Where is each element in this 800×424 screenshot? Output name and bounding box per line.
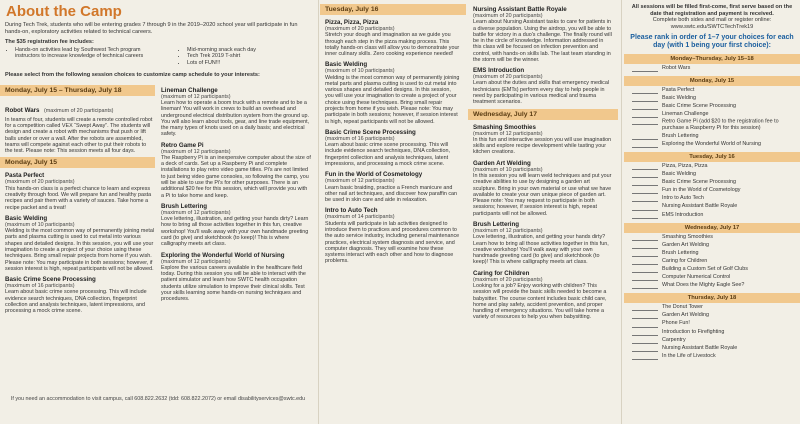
day-bar-tue: Tuesday, July 16 — [320, 4, 466, 15]
session-item — [325, 129, 461, 167]
session-capacity: (maximum of 12 participants) — [473, 130, 543, 137]
rank-item-label: Caring for Children — [662, 257, 708, 264]
rank-row[interactable] — [624, 319, 800, 327]
session-description: Welding is the most common way of permanently joining metal parts and plasma cutting is used to cut metal into various shapes and detailed designs. In this session, you will use your imagination to create a project of your choice using these techniques. Bring small repair projects from home if you wish. Please note: You may participate in both sessions; however, if session interest is high, repeat participants will not be allowed. — [325, 74, 460, 125]
tuesday-continued — [468, 6, 618, 106]
day-bar-mon: Monday, July 15 — [0, 157, 155, 168]
session-capacity: (maximum of 20 participants) — [5, 179, 75, 186]
rank-row[interactable] — [624, 140, 800, 148]
rank-item-label: Garden Art Welding — [662, 312, 709, 319]
rank-item-label: Garden Art Welding — [662, 241, 709, 248]
session-description: Looking for a job? Enjoy working with children? This session will provide the basic skills needed to become a babysitter. The course content includes basic child care, home and play safety, accident prevention, and proper handling of emergency situations. You will take home a variety of resources to help you when babysitting. — [473, 282, 607, 321]
session-description: Learn about Nursing Assistant tasks to care for patients in a diverse population. Using the airdrop, you will be able to battle for victory in a duo's challenge. The finally round will be in the circle of knowledge. Information addressed in this class will be focused on infection prevention and control, with hands-on skills lab. The last team standing in the storm will be the winner. — [473, 19, 612, 63]
session-description: In this fun and interactive session you will use imagination skills and explore recipe development while tasting your kitchen creations. — [473, 136, 612, 156]
session-title: Smashing Smoothies — [473, 123, 536, 131]
rank-item-label: Fun in the World of Cosmetology — [662, 187, 741, 194]
session-description: Learn about basic crime scene processing. This will include evidence search techniques, DNA collection, fingerprint collection and analysis techniques, latent impressions, and processing a mock crime scene. — [325, 142, 450, 168]
rank-group-label: Monday–Thursday, July 15–18 — [624, 54, 800, 64]
rank-row[interactable] — [624, 328, 800, 336]
session-title: Retro Game Pi — [161, 141, 204, 149]
session-title: Nursing Assistant Battle Royale — [473, 6, 567, 13]
about-intro: During Tech Trek, students who will be entering grades 7 through 9 in the 2019–2020 school year will participate in fun hands-on, exploratory activities related to technical careers. — [5, 22, 298, 35]
register-online-notice: Complete both sides and mail or register online: www.swtc.edu/SWTCTechTrek19 — [652, 17, 772, 30]
session-item — [161, 87, 311, 138]
rank-row[interactable] — [624, 303, 800, 311]
session-capacity: (maximum of 20 participants) — [473, 13, 543, 19]
rank-blank[interactable] — [632, 65, 658, 72]
session-description: Explore the various careers available in the healthcare field today. During this session you will be able to interact with the patient simulator and learn how SWTC health occupation students utilize simulation to improve their clinical skills. Test your skills learning some hands-on nursing techniques and procedures. — [161, 264, 306, 303]
rank-group-label: Monday, July 15 — [624, 76, 800, 86]
rank-item-label: Basic Welding — [662, 171, 697, 178]
rank-item-label: Brush Lettering — [662, 132, 699, 139]
rank-item-label: Introduction to Firefighting — [662, 328, 725, 335]
fee-item: • Tech Trek 2019 T-shirt — [187, 53, 256, 59]
rank-item-label: Carpentry — [662, 336, 686, 343]
session-description: The Raspberry Pi is an inexpensive computer about the size of a deck of cards. Set up a Raspberry Pi and complete installations to play retro video game titles. Pi's are not limited to just being video game consoles, so following the camp, you will be able to use the Pi's for other purposes. There is an additional $20 fee for this session, which will provide you with a Pi to take home and keep. — [161, 154, 311, 199]
session-description: In teams of four, students will create a remote controlled robot for a competition called VEX “Swept Away”. The students will design and create a robot with mechanisms that push or lift balls under or over a wall. After the robots are assembled, teams will compete against each other to put their robots to the test. Please note: This session meets all four days. — [5, 116, 153, 155]
rank-item-label: Nursing Assistant Battle Royale — [662, 344, 738, 351]
session-item — [473, 270, 613, 321]
rank-item-label: Basic Crime Scene Processing — [662, 179, 737, 186]
rank-group-label: Wednesday, July 17 — [624, 223, 800, 233]
accommodation-footer: If you need an accommodation to visit campus, call 608.822.2632 (tdd: 608.822.2072) or email disabilityservices@swtc.edu — [10, 396, 306, 402]
rank-row[interactable] — [624, 102, 800, 110]
rank-group — [624, 223, 800, 290]
session-description: Learn how to operate a boom truck with a remote and to be a lineman! You will work in crews to build an overhead and underground electrical distribution system from the ground up. You will also learn about tools, gear, and line trade equipment, the many types of knots used on a daily basis; and electrical safety. — [161, 99, 310, 138]
session-title: EMS Introduction — [473, 67, 525, 75]
ranking-column — [624, 0, 800, 424]
rank-item-label: What Does the Mighty Eagle See? — [662, 282, 745, 289]
rank-blank[interactable] — [632, 266, 658, 273]
session-capacity: (maximum of 16 participants) — [325, 135, 395, 142]
session-title: Exploring the Wonderful World of Nursing — [161, 251, 285, 259]
session-description: Love lettering, illustration, and getting your hands dirty? Learn how to bring all those activities together in this fun, creative workshop! You'll walk away with your own handmade greeting card (to give) and sketchbook (to keep)! This is where calligraphy meets art class. — [161, 216, 309, 248]
rank-row[interactable] — [624, 352, 800, 360]
subcol-left — [5, 82, 155, 315]
rank-blank[interactable] — [632, 282, 658, 289]
session-capacity: (maximum of 12 participants) — [325, 178, 395, 185]
rank-blank[interactable] — [632, 242, 658, 249]
rank-item-label: Lineman Challenge — [662, 111, 709, 118]
tuesday-sessions — [320, 19, 466, 265]
rank-row[interactable] — [624, 311, 800, 319]
rank-blank[interactable] — [632, 133, 658, 140]
session-capacity: (maximum of 12 participants) — [161, 93, 231, 100]
session-description: Students will participate in lab activities designed to introduce them to practices and procedures common to the auto service industry, including general maintenance practices, electrical system diagnosis and service, and computer diagnosis. They will examine how these systems interact with each other and how to diagnose problems. — [325, 220, 460, 265]
session-item — [161, 142, 311, 199]
rank-blank[interactable] — [632, 250, 658, 257]
fee-item: • Hands-on activities lead by Southwest Tech program instructors to increase knowledge of technical careers — [15, 47, 165, 60]
rank-blank[interactable] — [632, 304, 658, 311]
tuesday-column — [320, 0, 466, 424]
rank-blank[interactable] — [632, 171, 658, 178]
column-divider — [318, 0, 319, 424]
rank-blank[interactable] — [632, 312, 658, 319]
rank-blank[interactable] — [632, 118, 658, 125]
column-divider — [621, 0, 622, 424]
rank-blank[interactable] — [632, 95, 658, 102]
session-capacity: (maximum of 14 participants) — [325, 214, 395, 221]
rank-group — [624, 152, 800, 219]
session-item — [325, 61, 461, 125]
session-capacity: (maximum of 12 participants) — [473, 228, 543, 235]
rank-blank[interactable] — [632, 345, 658, 352]
session-title: Basic Welding — [5, 214, 48, 222]
session-robot-wars — [5, 99, 155, 155]
session-description: Learn basic braiding, practice a French manicure and other nail art techniques, and discover how paraffin can be used in skin care and aide in relaxation. — [325, 184, 458, 204]
rank-row[interactable] — [624, 249, 800, 257]
session-capacity: (maximum of 12 participants) — [161, 148, 231, 155]
rank-blank[interactable] — [632, 111, 658, 118]
rank-row[interactable] — [624, 233, 800, 241]
session-description: This hands-on class is a perfect chance to learn and express creativity through food. We will prepare fun and healthy pasta recipes and pair them with a variety of sauces. Take home a recipe packet and a treat! — [5, 185, 152, 211]
rank-row[interactable] — [624, 110, 800, 118]
rank-row[interactable] — [624, 178, 800, 186]
session-title: Intro to Auto Tech — [325, 207, 378, 215]
rank-blank[interactable] — [632, 353, 658, 360]
session-item — [473, 67, 613, 105]
rank-item-label: Nursing Assistant Battle Royale — [662, 203, 738, 210]
session-title: Caring for Children — [473, 269, 530, 277]
rank-item-label: Computer Numerical Control — [662, 274, 731, 281]
session-capacity: (maximum of 20 participants) — [473, 74, 543, 81]
session-title: Robot Wars — [5, 106, 40, 114]
rank-item-label: Building a Custom Set of Golf Clubs — [662, 265, 748, 272]
rank-item-label: Exploring the Wonderful World of Nursing — [662, 140, 761, 147]
rank-item-label: Retro Game Pi (add $20 to the registration fee to purchase a Raspberry Pi for this session) — [662, 119, 779, 132]
session-title: Basic Crime Scene Processing — [325, 128, 416, 136]
rank-row[interactable] — [624, 162, 800, 170]
rank-row[interactable] — [624, 64, 800, 72]
rank-group-label: Thursday, July 18 — [624, 293, 800, 303]
rank-row[interactable] — [624, 344, 800, 352]
rank-row[interactable] — [624, 86, 800, 94]
session-description: Learn about the duties and skills that emergency medical technicians (EMTs) perform every day to help people in need by participating in various medical and trauma treatment scenarios. — [473, 80, 610, 106]
about-column — [0, 0, 316, 424]
session-capacity: (maximum of 10 participants) — [473, 166, 543, 173]
rank-row[interactable] — [624, 186, 800, 194]
rank-row[interactable] — [624, 281, 800, 289]
rank-blank[interactable] — [632, 163, 658, 170]
rank-group — [624, 54, 800, 72]
rank-item-label: Intro to Auto Tech — [662, 195, 704, 202]
rank-blank[interactable] — [632, 274, 658, 281]
session-item — [473, 6, 613, 63]
rank-item-label: Brush Lettering — [662, 249, 699, 256]
session-title: Fun in the World of Cosmetology — [325, 171, 423, 179]
day-bar-wed: Wednesday, July 17 — [468, 109, 618, 120]
session-capacity: (maximum of 20 participants) — [43, 107, 114, 114]
rank-row[interactable] — [624, 202, 800, 210]
rank-row[interactable] — [624, 336, 800, 344]
rank-blank[interactable] — [632, 87, 658, 94]
first-come-notice: All sessions will be filled first-come, first serve based on the date that registration and payment is received. — [631, 4, 793, 17]
rank-row[interactable] — [624, 241, 800, 249]
rank-row[interactable] — [624, 94, 800, 102]
rank-blank[interactable] — [632, 141, 658, 148]
session-capacity: (maximum of 12 participants) — [161, 258, 231, 265]
rank-item-label: Smashing Smoothies — [662, 233, 713, 240]
session-title: Pasta Perfect — [5, 172, 45, 180]
rank-group-label: Tuesday, July 16 — [624, 152, 800, 162]
rank-blank[interactable] — [632, 321, 658, 328]
fee-item: • Mid-morning snack each day — [187, 47, 256, 53]
session-title: Basic Welding — [325, 61, 368, 69]
select-instructions: Please select from the following session choices to customize camp schedule to your interests: — [5, 72, 260, 78]
rank-item-label: Phone Fun! — [662, 320, 690, 327]
session-title: Lineman Challenge — [161, 86, 218, 94]
session-title: Garden Art Welding — [473, 159, 531, 167]
rank-instructions: Please rank in order of 1–7 your choices for each day (with 1 being your first choice): — [630, 34, 794, 49]
rank-row[interactable] — [624, 194, 800, 202]
session-item — [473, 160, 613, 217]
session-item — [5, 215, 155, 272]
fee-heading: The $35 registration fee includes: — [5, 39, 94, 46]
session-title: Basic Crime Scene Processing — [5, 276, 96, 284]
session-description: Stretch your dough and imagination as we guide you through each step in the pizza making process. This totally hands-on class will allow you to demonstrate your inner culinary skills. Zero cooking experience needed! — [325, 32, 460, 58]
rank-item-label: Pizza, Pizza, Pizza — [662, 162, 708, 169]
rank-item-label: In the Life of Livestock — [662, 352, 716, 359]
rank-row[interactable] — [624, 118, 800, 131]
session-capacity: (maximum of 16 participants) — [5, 283, 75, 290]
rank-row[interactable] — [624, 170, 800, 178]
session-item — [5, 172, 155, 210]
session-title: Brush Lettering — [161, 202, 208, 210]
rank-blank[interactable] — [632, 103, 658, 110]
session-item — [161, 203, 311, 248]
day-bar-mon-thu: Monday, July 15 – Thursday, July 18 — [0, 85, 155, 96]
session-capacity: (maximum of 10 participants) — [5, 221, 75, 228]
session-title: Brush Lettering — [473, 221, 520, 229]
rank-row[interactable] — [624, 132, 800, 140]
session-item — [161, 252, 311, 303]
session-description: In this session you will learn weld techniques and put your creative abilities to use by designing a garden art sculpture. Bring in your own material or use what we have available to create your own unique piece of garden art. Please note: You may request to participate in both sessions; however, if session interest is high, repeat participants will not be allowed. — [473, 172, 612, 217]
rank-group — [624, 76, 800, 148]
rank-item-label: EMS Introduction — [662, 211, 704, 218]
session-item — [325, 19, 461, 57]
fee-item: • Lots of FUN!!! — [187, 60, 256, 66]
rank-blank[interactable] — [632, 234, 658, 241]
fee-list — [0, 46, 316, 66]
rank-row[interactable] — [624, 265, 800, 273]
session-subcolumns — [0, 82, 316, 315]
rank-blank[interactable] — [632, 212, 658, 219]
session-capacity: (maximum of 20 participants) — [325, 26, 395, 32]
session-description: Welding is the most common way of permanently joining metal parts and plasma cutting is used to cut metal into various shapes and detailed designs. In this session, you will use your imagination to create a project of your choice using these techniques. Bring small repair projects from home if you wish. Please note: You may participate in both sessions; however, if session interest is high, repeat participants will not be allowed. — [5, 228, 155, 272]
session-item — [325, 171, 461, 203]
session-capacity: (maximum of 12 participants) — [161, 209, 231, 216]
rank-item-label: Robot Wars — [662, 65, 691, 71]
rank-item-label: The Donut Tower — [662, 304, 703, 311]
session-capacity: (maximum of 20 participants) — [473, 276, 543, 283]
rank-blank[interactable] — [632, 179, 658, 186]
rank-item-label: Basic Crime Scene Processing — [662, 103, 737, 110]
rank-blank[interactable] — [632, 337, 658, 344]
rank-blank[interactable] — [632, 187, 658, 194]
session-title: Pizza, Pizza, Pizza — [325, 19, 379, 26]
rank-blank[interactable] — [632, 329, 658, 336]
rank-item-label: Pasta Perfect — [662, 87, 695, 94]
session-item — [473, 221, 613, 266]
rank-blank[interactable] — [632, 258, 658, 265]
rank-blank[interactable] — [632, 204, 658, 211]
rank-row[interactable] — [624, 211, 800, 219]
rank-row[interactable] — [624, 273, 800, 281]
session-item — [473, 124, 613, 156]
session-item — [5, 276, 155, 314]
tue-wed-column — [468, 0, 618, 424]
wednesday-sessions — [468, 124, 618, 321]
about-title: About the Camp — [6, 3, 122, 20]
session-item — [325, 207, 461, 264]
session-description: Learn about basic crime scene processing. This will include evidence search techniques, DNA collection, fingerprint collection and analysis techniques, latent impressions, and processing a mock crime scene. — [5, 289, 147, 315]
session-description: Love lettering, illustration, and getting your hands dirty? Learn how to bring all those activities together in this fun, creative workshop! You'll walk away with your own handmade greeting card (to give) and sketchbook (to keep)! This is where calligraphy meets art class. — [473, 234, 609, 266]
subcol-right — [161, 82, 311, 315]
rank-group — [624, 293, 800, 360]
rank-row[interactable] — [624, 257, 800, 265]
rank-item-label: Basic Welding — [662, 95, 697, 102]
session-capacity: (maximum of 10 participants) — [325, 68, 395, 75]
rank-blank[interactable] — [632, 195, 658, 202]
